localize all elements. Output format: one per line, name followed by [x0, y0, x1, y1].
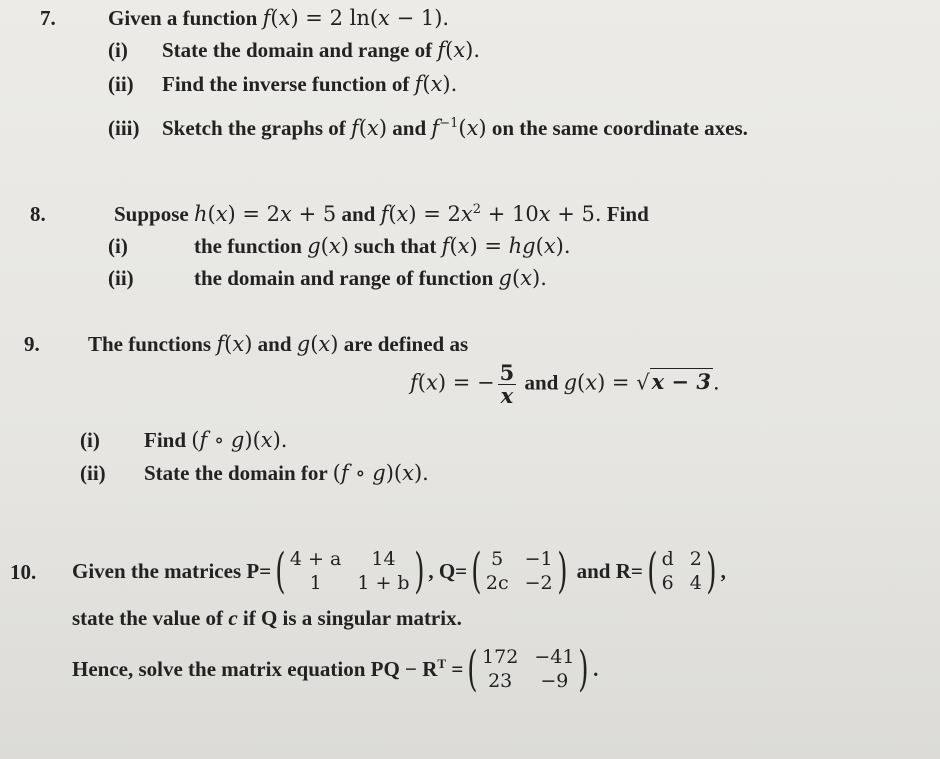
q8-number: 8.	[30, 202, 46, 226]
q7-ii-label: (ii)	[108, 72, 134, 96]
q8-i-label: (i)	[108, 234, 128, 258]
q8-stem: Suppose h(x) = 2x + 5 and $f(x) = 2x^2 + 10x + 5$. Find	[114, 202, 649, 226]
q8-ii-text: the domain and range of function g(x).	[194, 266, 547, 290]
q9-ii-label: (ii)	[80, 461, 106, 485]
q8-ii-label: (ii)	[108, 266, 134, 290]
q7-iii-text: Sketch the graphs of f(x) and $f^{-1}(x)$ on the same coordinate axes.	[162, 116, 748, 140]
q7-stem: Given a function f(x) = 2 ln(x − 1).	[108, 6, 450, 30]
q7-iii-label: (iii)	[108, 116, 140, 140]
q9-i-text: Find (f ∘ g)(x).	[144, 428, 288, 452]
q10-stem: Given the matrices P= ( 4 + a 14 1 1 + b ) , Q= ( 5 −1 2c −2 ) and R= ( d 2 6 4 ) ,	[72, 543, 726, 599]
q10-number: 10.	[10, 560, 37, 584]
matrix-p: ( 4 + a 14 1 1 + b )	[275, 543, 425, 599]
q7-stem-text: Given a function	[108, 6, 258, 30]
matrix-r: ( d 2 6 4 )	[647, 543, 717, 599]
q9-stem: The functions f(x) and g(x) are defined as	[88, 332, 469, 356]
q7-i-label: (i)	[108, 38, 128, 62]
q8-i-text: the function g(x) such that f(x) = hg(x).	[194, 234, 571, 258]
q7-number: 7.	[40, 6, 56, 30]
matrix-result: ( 172 −41 23 −9 )	[467, 641, 589, 697]
q9-i-label: (i)	[80, 428, 100, 452]
q7-ii-text: Find the inverse function of f(x).	[162, 72, 458, 96]
q9-definitions: f(x) = − $\frac{5}{x}$ and g(x) = √x − 3.	[410, 360, 720, 408]
matrix-q: ( 5 −1 2c −2 )	[471, 543, 568, 599]
q7-function: f	[262, 6, 271, 30]
q7-i-text: State the domain and range of f(x).	[162, 38, 481, 62]
q10-line2: state the value of c if Q is a singular matrix.	[72, 606, 462, 630]
q9-ii-text: State the domain for (f ∘ g)(x).	[144, 461, 429, 485]
q9-number: 9.	[24, 332, 40, 356]
q10-line3: Hence, solve the matrix equation PQ − $R^T$ = ( 172 −41 23 −9 ) .	[72, 641, 599, 697]
